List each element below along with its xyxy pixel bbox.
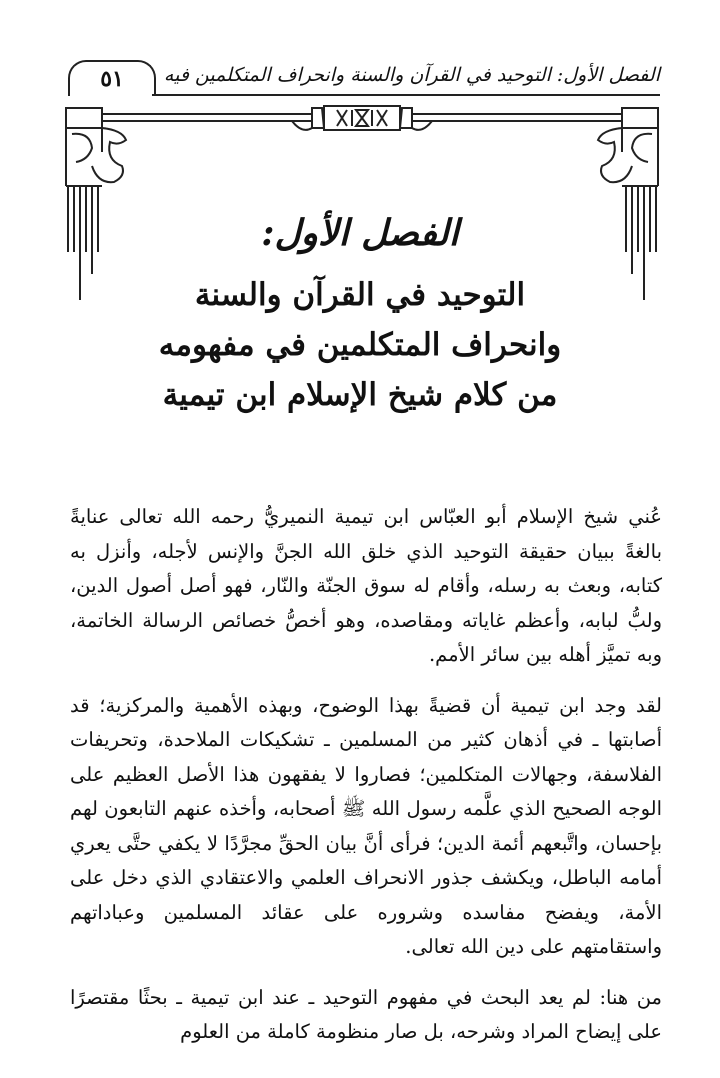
running-title: الفصل الأول: التوحيد في القرآن والسنة وانحراف المتكلمين فيه xyxy=(163,64,660,86)
paragraph: عُني شيخ الإسلام أبو العبّاس ابن تيمية النميريُّ رحمه الله تعالى عنايةً بالغةً ببيان حقيقة التوحيد الذي خلق الله الجنَّ والإنس لأجله، وأنزل به كتابه، وبعث به رسله، وأقام له سوق الجنّة والنّار، فهو أصل أصول الدين، ولبُّ لبابه، وأعظم غاياته ومقاصده، وهو أخصُّ خصائص الرسالة الخاتمة، وبه تميَّز أهله بين سائر الأمم. xyxy=(70,505,662,666)
chapter-label: الفصل الأول: xyxy=(261,212,459,254)
chapter-title xyxy=(110,270,610,420)
page-number: ٥١ xyxy=(68,60,156,96)
chapter-title-line: وانحراف المتكلمين في مفهومه xyxy=(158,327,562,363)
header-rule xyxy=(152,94,660,96)
paragraph: لقد وجد ابن تيمية أن قضيةً بهذا الوضوح، وبهذه الأهمية والمركزية؛ قد أصابتها ـ في أذهان كثير من المسلمين ـ تشكيكات الملاحدة، وتحريفات الفلاسفة، وجهالات المتكلمين؛ فصاروا لا يفقهون هذا الأصل العظيم على الوجه الصحيح الذي علَّمه رسول الله ﷺ أصحابه، وأخذه عنهم التابعون لهم بإحسان، واتَّبعهم أئمة الدين؛ فرأى أنَّ بيان الحقِّ مجرَّدًا لا يكفي حتَّى يعري أمامه الباطل، ويكشف جذور الانحراف العلمي والاعتقادي الذي دخل على الأمة، ويفضح مفاسده وشروره على عقائد المسلمين وعباداتهم واستقامتهم على دين الله تعالى. xyxy=(70,693,662,958)
chapter-title-line: التوحيد في القرآن والسنة xyxy=(194,277,526,313)
paragraph: من هنا: لم يعد البحث في مفهوم التوحيد ـ عند ابن تيمية ـ بحثًا مقتصرًا على إيضاح المراد وشرحه، بل صار منظومة كاملة من العلوم xyxy=(70,985,662,1043)
body-text xyxy=(70,500,662,1066)
running-header xyxy=(68,58,660,98)
chapter-title-line: من كلام شيخ الإسلام ابن تيمية xyxy=(162,377,558,413)
